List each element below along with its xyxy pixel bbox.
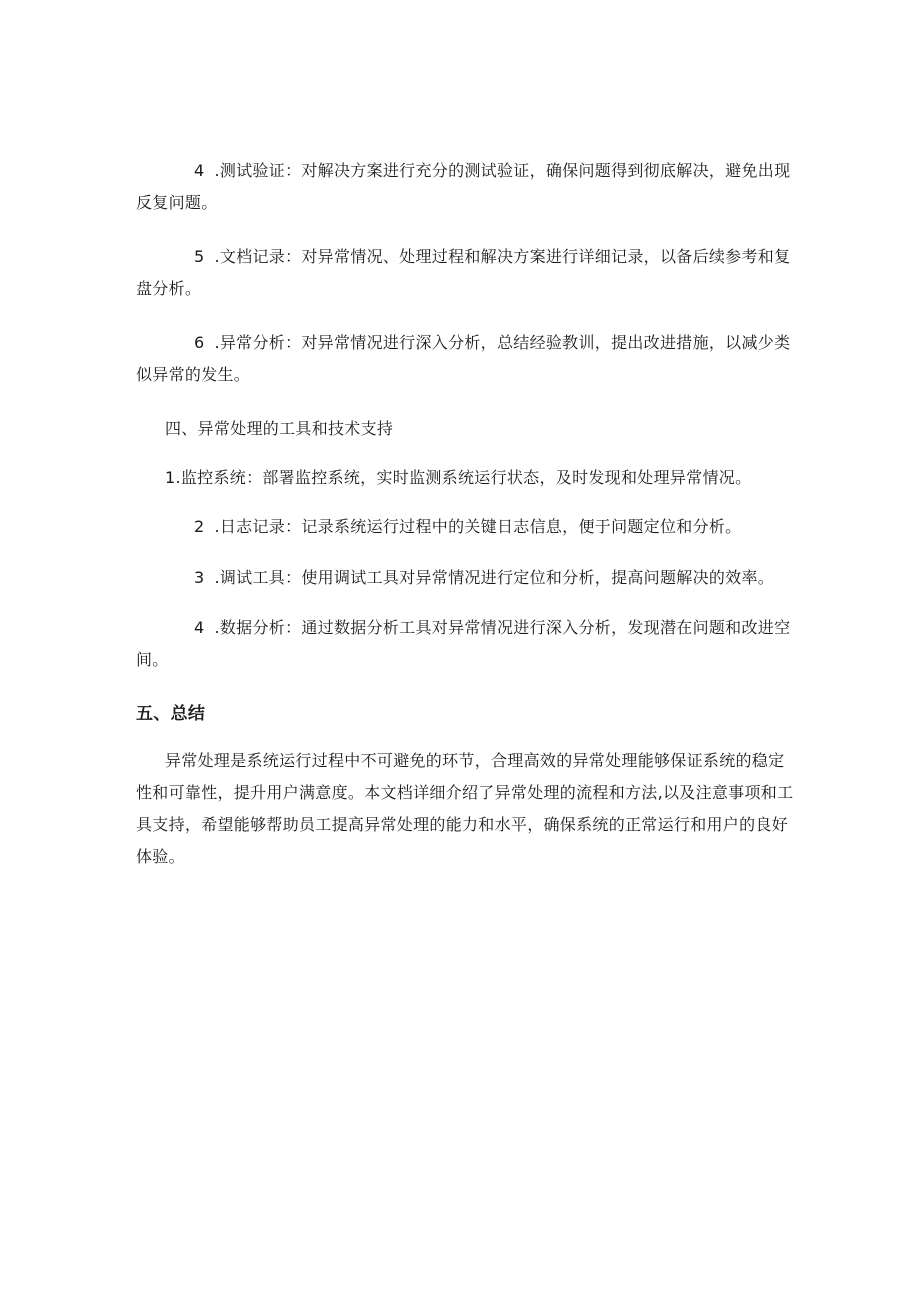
list-item-debugging <box>136 562 796 594</box>
list-number: 5 <box>194 247 205 266</box>
list-item-logging <box>136 511 796 543</box>
list-item-testing <box>136 155 796 219</box>
list-number: 4 <box>194 618 205 637</box>
list-text: .日志记录：记录系统运行过程中的关键日志信息，便于问题定位和分析。 <box>214 517 742 536</box>
list-text: .文档记录：对异常情况、处理过程和解决方案进行详细记录，以备后续参考和复盘分析。 <box>136 247 791 298</box>
list-number: 3 <box>194 568 205 587</box>
list-number: 4 <box>194 161 205 180</box>
list-text: .调试工具：使用调试工具对异常情况进行定位和分析，提高问题解决的效率。 <box>214 568 775 587</box>
list-item-documentation <box>136 241 796 305</box>
summary-paragraph: 异常处理是系统运行过程中不可避免的环节，合理高效的异常处理能够保证系统的稳定性和可靠性，提升用户满意度。本文档详细介绍了异常处理的流程和方法,以及注意事项和工具支持，希望能够帮助员工提高异常处理的能力和水平，确保系统的正常运行和用户的良好体验。 <box>136 751 794 866</box>
list-item-monitoring: 1.监控系统：部署监控系统，实时监测系统运行状态，及时发现和处理异常情况。 <box>165 468 752 487</box>
list-text: .异常分析：对异常情况进行深入分析，总结经验教训，提出改进措施，以减少类似异常的发生。 <box>136 333 791 384</box>
section-heading-tools: 四、异常处理的工具和技术支持 <box>165 419 394 438</box>
list-item-data-analysis <box>136 612 796 676</box>
list-item-analysis <box>136 327 796 391</box>
section-heading-summary: 五、总结 <box>136 704 206 724</box>
list-text: .测试验证：对解决方案进行充分的测试验证，确保问题得到彻底解决，避免出现反复问题。 <box>136 161 791 212</box>
list-text: .数据分析：通过数据分析工具对异常情况进行深入分析，发现潜在问题和改进空间。 <box>136 618 791 669</box>
list-number: 2 <box>194 517 205 536</box>
list-number: 6 <box>194 333 205 352</box>
